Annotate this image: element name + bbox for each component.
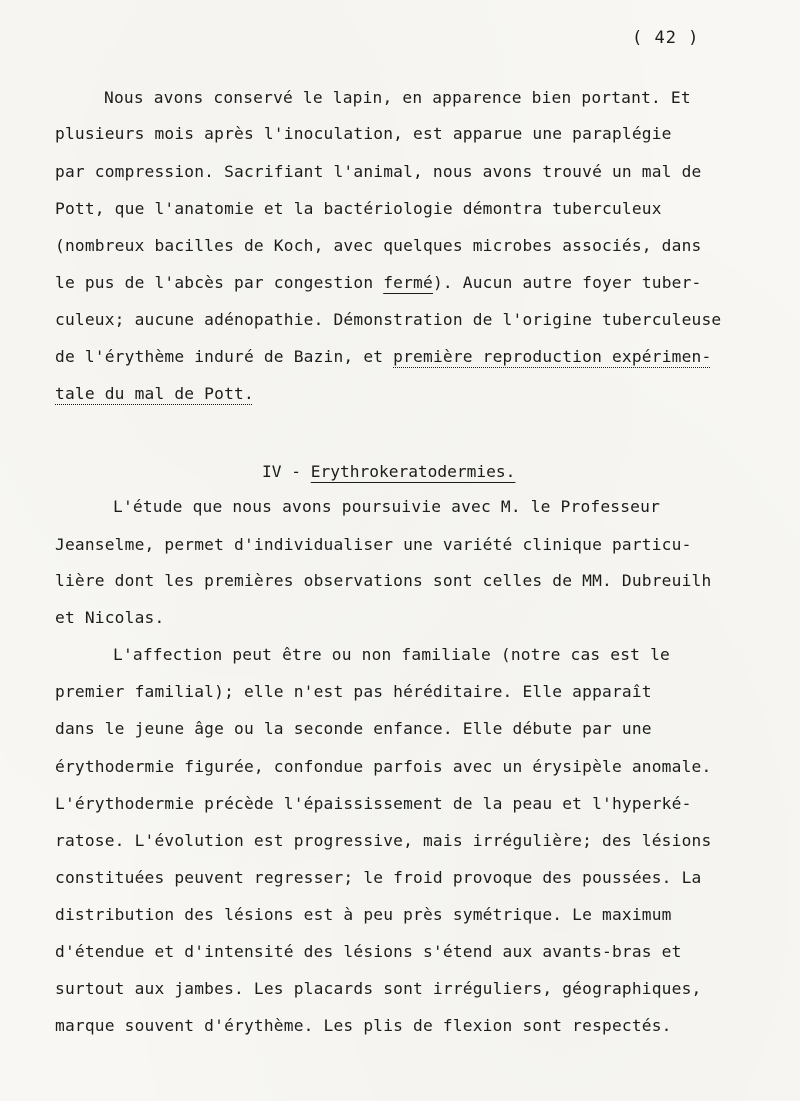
- text-segment: de l'érythème induré de Bazin, et: [55, 347, 394, 366]
- text-line: plusieurs mois après l'inoculation, est apparue une paraplégie: [55, 124, 672, 143]
- section-title: Erythrokeratodermies.: [310, 462, 516, 481]
- text-line: premier familial); elle n'est pas héréditaire. Elle apparaît: [55, 682, 652, 701]
- underlined-word: fermé: [383, 273, 433, 292]
- text-line: constituées peuvent regresser; le froid provoque des poussées. La: [55, 868, 702, 887]
- text-line: marque souvent d'érythème. Les plis de flexion sont respectés.: [55, 1016, 672, 1035]
- text-line: lière dont les premières observations sont celles de MM. Dubreuilh: [55, 571, 712, 590]
- page-number: ( 42 ): [632, 28, 700, 48]
- text-line: par compression. Sacrifiant l'animal, nous avons trouvé un mal de: [55, 162, 702, 181]
- text-line: L'affection peut être ou non familiale (notre cas est le: [113, 645, 670, 664]
- text-line: distribution des lésions est à peu près symétrique. Le maximum: [55, 905, 672, 924]
- text-line: culeux; aucune adénopathie. Démonstration de l'origine tuberculeuse: [55, 310, 722, 329]
- text-line: [55, 347, 711, 367]
- text-line: Jeanselme, permet d'individualiser une variété clinique particu-: [55, 535, 692, 554]
- text-line: érythodermie figurée, confondue parfois avec un érysipèle anomale.: [55, 757, 712, 776]
- text-line: dans le jeune âge ou la seconde enfance. Elle débute par une: [55, 719, 652, 738]
- section-heading: [262, 462, 515, 482]
- section-numeral: IV -: [262, 462, 311, 481]
- text-segment: le pus de l'abcès par congestion: [55, 273, 384, 292]
- text-line: L'érythodermie précède l'épaississement de la peau et l'hyperké-: [55, 794, 692, 813]
- text-line: ratose. L'évolution est progressive, mais irrégulière; des lésions: [55, 831, 712, 850]
- text-line: surtout aux jambes. Les placards sont irréguliers, géographiques,: [55, 979, 702, 998]
- text-line: L'étude que nous avons poursuivie avec M. le Professeur: [113, 497, 661, 516]
- text-line: et Nicolas.: [55, 608, 165, 627]
- underlined-phrase: première reproduction expérimen-: [393, 347, 712, 366]
- text-line: [55, 273, 702, 293]
- text-line: Pott, que l'anatomie et la bactériologie démontra tuberculeux: [55, 199, 662, 218]
- text-line: (nombreux bacilles de Koch, avec quelques microbes associés, dans: [55, 236, 702, 255]
- text-line: Nous avons conservé le lapin, en apparence bien portant. Et: [104, 88, 691, 107]
- text-segment: ). Aucun autre foyer tuber-: [432, 273, 702, 292]
- text-line: d'étendue et d'intensité des lésions s'étend aux avants-bras et: [55, 942, 682, 961]
- underlined-phrase: tale du mal de Pott.: [55, 384, 254, 403]
